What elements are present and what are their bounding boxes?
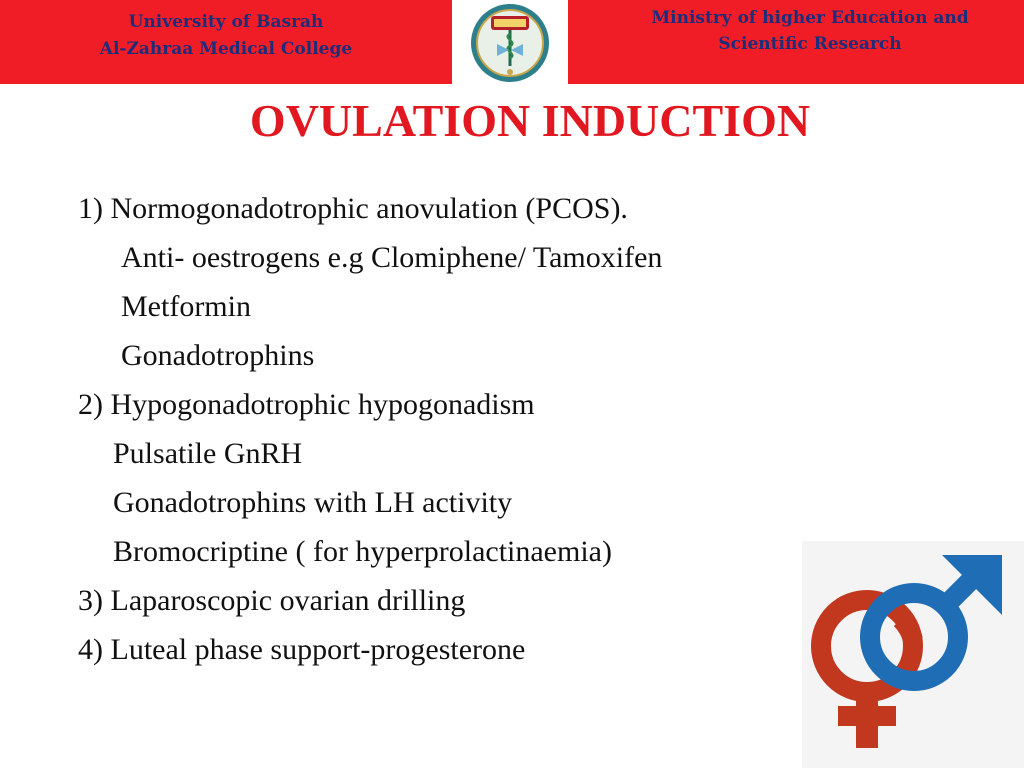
list-item: Bromocriptine ( for hyperprolactinaemia) bbox=[113, 535, 612, 568]
ministry-line-1: Ministry of higher Education and bbox=[651, 8, 969, 28]
ministry-line-2: Scientific Research bbox=[718, 34, 902, 54]
list-item: Gonadotrophins with LH activity bbox=[113, 486, 513, 519]
list-item: 2) Hypogonadotrophic hypogonadism bbox=[78, 388, 535, 421]
gender-graphic-panel bbox=[802, 541, 1024, 768]
list-item: Gonadotrophins bbox=[121, 339, 315, 372]
list-item: Anti- oestrogens e.g Clomiphene/ Tamoxifen bbox=[121, 241, 663, 274]
list-item: 1) Normogonadotrophic anovulation (PCOS). bbox=[78, 192, 628, 225]
university-line: University of Basrah bbox=[128, 12, 324, 32]
male-female-symbols-icon bbox=[802, 541, 1024, 768]
list-item: Pulsatile GnRH bbox=[113, 437, 303, 470]
list-item: Metformin bbox=[121, 290, 251, 323]
college-line: Al-Zahraa Medical College bbox=[99, 39, 353, 59]
list-item: 4) Luteal phase support-progesterone bbox=[78, 633, 526, 666]
page-title: OVULATION INDUCTION bbox=[249, 95, 811, 146]
list-item: 3) Laparoscopic ovarian drilling bbox=[78, 584, 466, 617]
